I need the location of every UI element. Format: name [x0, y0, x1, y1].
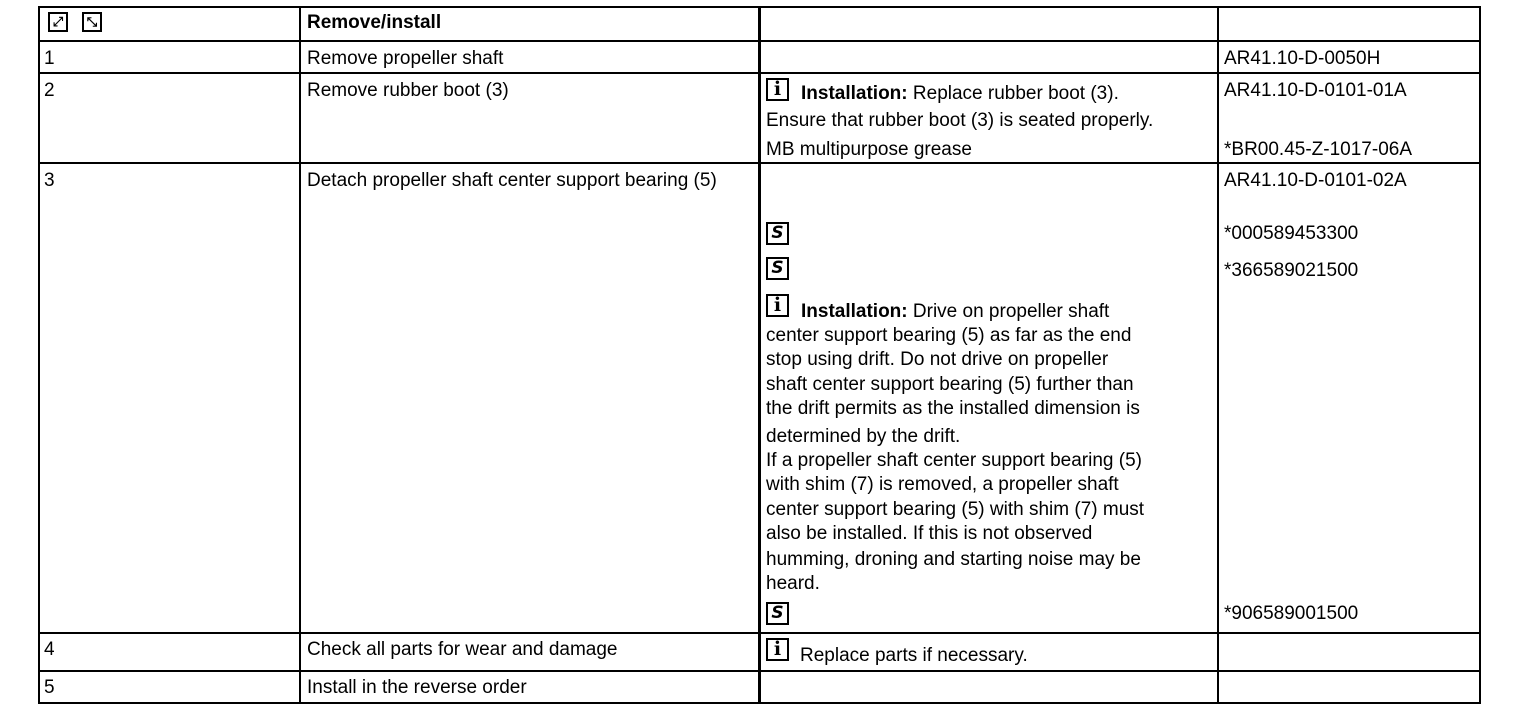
expand-all-icon[interactable]: ⤢ [48, 12, 68, 32]
collapse-all-icon[interactable]: ⤡ [82, 12, 102, 32]
note-line: with shim (7) is removed, a propeller shaft [766, 474, 1119, 495]
reference-link[interactable]: AR41.10-D-0101-01A [1224, 80, 1407, 101]
info-icon: i [766, 638, 789, 661]
special-tool-icon[interactable]: S [766, 257, 789, 280]
note-line: Drive on propeller shaft [912, 301, 1110, 322]
special-tool-icon[interactable]: S [766, 602, 789, 625]
step-action: Check all parts for wear and damage [307, 639, 618, 660]
special-tool-icon[interactable]: S [766, 222, 789, 245]
note-line: center support bearing (5) as far as the end [766, 325, 1132, 346]
step-number: 2 [44, 80, 55, 101]
installation-note [801, 300, 1109, 324]
note-label: Installation: [801, 83, 908, 104]
material-reference-link[interactable]: *BR00.45-Z-1017-06A [1224, 139, 1412, 160]
column-divider-3 [1217, 6, 1219, 704]
step-action: Detach propeller shaft center support bearing (5) [307, 170, 717, 191]
note-text: Replace parts if necessary. [800, 645, 1028, 666]
step-action: Remove propeller shaft [307, 48, 504, 69]
column-divider-2 [758, 6, 761, 704]
step-action: Remove rubber boot (3) [307, 80, 509, 101]
note-line: heard. [766, 573, 820, 594]
table-border-bottom [38, 702, 1481, 704]
note-line: humming, droning and starting noise may be [766, 549, 1141, 570]
note-label: Installation: [801, 301, 908, 322]
table-border-right [1479, 6, 1481, 704]
note-line: Ensure that rubber boot (3) is seated properly. [766, 110, 1154, 131]
material-name: MB multipurpose grease [766, 139, 972, 160]
note-line: center support bearing (5) with shim (7) must [766, 499, 1145, 520]
note-line: If a propeller shaft center support bearing (5) [766, 450, 1142, 471]
note-line: the drift permits as the installed dimension is [766, 398, 1140, 419]
note-line: also be installed. If this is not observed [766, 523, 1093, 544]
tool-reference-link[interactable]: *906589001500 [1224, 603, 1359, 624]
table-border-top [38, 6, 1481, 8]
info-icon: i [766, 294, 789, 317]
column-divider-1 [299, 6, 301, 704]
tool-reference-link[interactable]: *000589453300 [1224, 223, 1359, 244]
note-line: determined by the drift. [766, 426, 961, 447]
step-number: 4 [44, 639, 55, 660]
row-divider-header [38, 40, 1481, 42]
row-divider-4 [38, 670, 1481, 672]
row-divider-1 [38, 72, 1481, 74]
note-line: stop using drift. Do not drive on propeller [766, 349, 1109, 370]
tool-reference-link[interactable]: *366589021500 [1224, 260, 1359, 281]
reference-link[interactable]: AR41.10-D-0050H [1224, 48, 1381, 69]
row-divider-3 [38, 632, 1481, 634]
section-title: Remove/install [307, 12, 442, 33]
note-line: shaft center support bearing (5) further than [766, 374, 1134, 395]
info-icon: i [766, 78, 789, 101]
step-number: 3 [44, 170, 55, 191]
reference-link[interactable]: AR41.10-D-0101-02A [1224, 170, 1407, 191]
installation-note [801, 82, 1119, 106]
step-number: 5 [44, 677, 55, 698]
step-action: Install in the reverse order [307, 677, 527, 698]
step-number: 1 [44, 48, 55, 69]
table-border-left [38, 6, 40, 704]
note-text: Replace rubber boot (3). [912, 83, 1119, 104]
row-divider-2 [38, 162, 1481, 164]
